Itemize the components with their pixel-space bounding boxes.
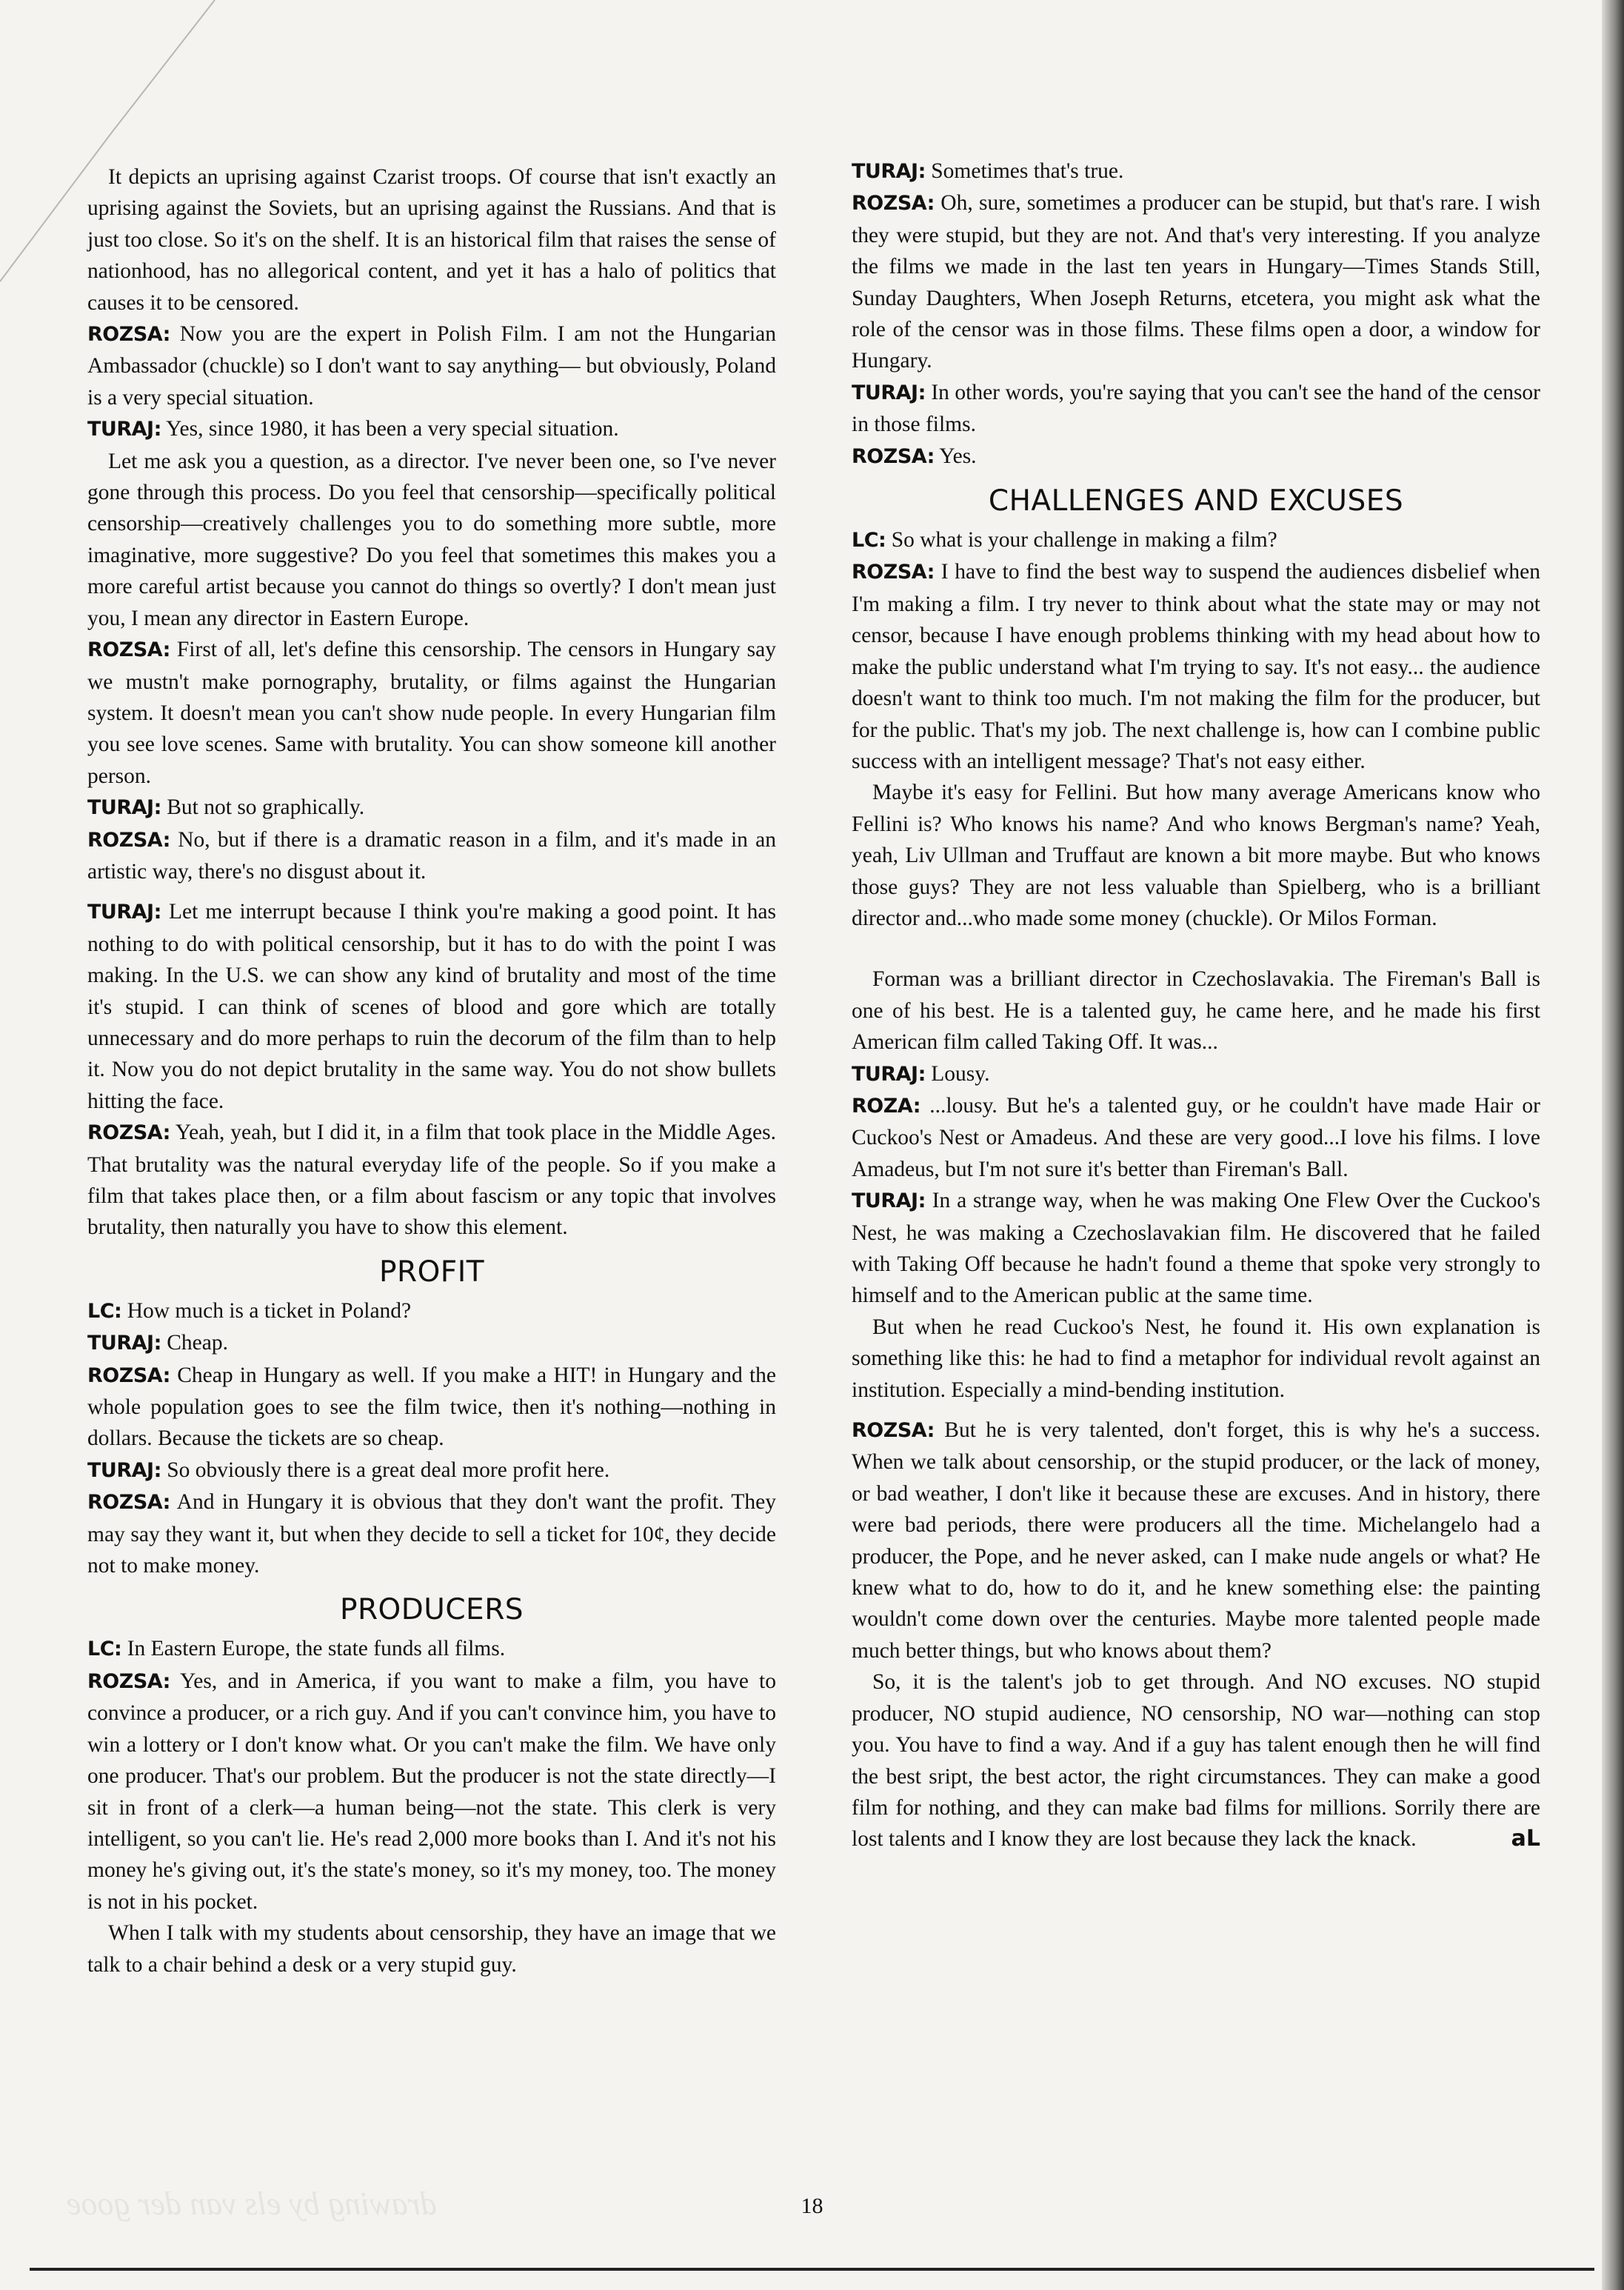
faded-caption: drawing by els van der gooe bbox=[67, 2186, 437, 2222]
paragraph: TURAJ: But not so graphically. bbox=[87, 795, 365, 820]
section-heading-profit: PROFIT bbox=[378, 1255, 485, 1289]
paragraph: Let me ask you a question, as a director. I've never been one, so I've never gone through this process. Do you feel that censorship—specifically political censorship—creatively challenges you to do something more subtle, more imaginative, more suggestive? Do you feel that sometimes this makes you a more careful artist because you cannot do things so overtly? I don't mean just you, I mean any director in Eastern Europe. bbox=[87, 449, 776, 630]
bottom-rule bbox=[30, 2268, 1594, 2271]
paragraph: LC: How much is a ticket in Poland? bbox=[87, 1298, 412, 1323]
paragraph: ROZSA: Cheap in Hungary as well. If you make a HIT! in Hungary and the whole population goes to see the film twice, then it's nothing—nothing in dollars. Because the tickets are so cheap. bbox=[87, 1363, 777, 1451]
paragraph: ROZSA: And in Hungary it is obvious that they don't want the profit. They may say they want it, but when they decide to sell a ticket for 10¢, they decide not to make money. bbox=[87, 1490, 776, 1578]
paragraph: TURAJ: Cheap. bbox=[87, 1331, 228, 1355]
paragraph: ROZSA: Oh, sure, sometimes a producer can be stupid, but that's rare. I wish they were stupid, but they are not. And that's very interesting. If you analyze the films we made in the last ten years in Hungary—Times Stands Still, Sunday Daughters, When Joseph Returns, etcetera, you might ask what the role of the censor was in those films. These films open a door, a window for Hungary. bbox=[852, 191, 1540, 373]
speaker-label: LC: bbox=[852, 529, 886, 553]
page-number: 18 bbox=[801, 2194, 823, 2218]
paragraph: TURAJ: So obviously there is a great deal more profit here. bbox=[87, 1458, 610, 1482]
section-heading-producers: PRODUCERS bbox=[339, 1593, 524, 1627]
paragraph: ROZSA: I have to find the best way to suspend the audiences disbelief when I'm making a film. I try never to think about what the state may or may not censor, because I have enough problems thinking with my head about how to make the public understand what I'm trying to say. It's not easy... the audience doesn't want to think too much. I'm not making the film for the producer, but for the public. That's my job. The next challenge is, how can I combine public success with an intelligent message? That's not easy either. bbox=[852, 560, 1541, 773]
speaker-label: ROZSA: bbox=[852, 561, 935, 584]
speaker-label: ROZSA: bbox=[87, 1121, 170, 1145]
paragraph: It depicts an uprising against Czarist troops. Of course that isn't exactly an uprising against the Soviets, but an uprising against the Russians. And that is just too close. So it's on the shelf. It is an historical film that raises the sense of nationhood, has no allegorical content, and yet it has a halo of politics that causes it to be censored. bbox=[87, 165, 776, 315]
speaker-label: LC: bbox=[87, 1299, 122, 1323]
speaker-label: TURAJ: bbox=[87, 418, 161, 441]
speaker-label: ROZA: bbox=[852, 1094, 921, 1118]
paragraph: Maybe it's easy for Fellini. But how many average Americans know who Fellini is? Who knows his name? And who knows Bergman's name? Yeah, yeah, Liv Ullman and Truffaut are known a bit more maybe. But who knows those guys? They are not less valuable than Spielberg, who is a brilliant director and...who made some money (chuckle). Or Milos Forman. bbox=[852, 781, 1540, 930]
speaker-label: ROZSA: bbox=[87, 1491, 170, 1515]
paragraph: LC: So what is your challenge in making a film? bbox=[852, 528, 1277, 553]
paragraph: ROZSA: First of all, let's define this censorship. The censors in Hungary say we mustn't make pornography, brutality, or films against the Hungarian system. It doesn't mean you can't show nude people. In every Hungarian film you see love scenes. Same with brutality. You can show someone kill another person. bbox=[87, 638, 776, 788]
speaker-label: TURAJ: bbox=[852, 381, 926, 404]
paragraph: Forman was a brilliant director in Czechoslavakia. The Fireman's Ball is one of his best. He is a talented guy, he came here, and he made his first American film called Taking Off. It was... bbox=[852, 967, 1540, 1055]
speaker-label: TURAJ: bbox=[852, 160, 926, 183]
paragraph: When I talk with my students about censorship, they have an image that we talk to a chair behind a desk or a very stupid guy. bbox=[87, 1921, 776, 1977]
paragraph: TURAJ: Let me interrupt because I think you're making a good point. It has nothing to do with political censorship, but it has to do with the point I was making. In the U.S. we can show any kind of brutality and most of the time it's stupid. I can think of scenes of blood and gore which are totally unnecessary and do more perhaps to ruin the decorum of the film than to help it. Now you do not depict brutality in the same way. You do not show bullets hitting the face. bbox=[87, 900, 777, 1113]
speaker-label: ROZSA: bbox=[852, 1419, 935, 1443]
section-heading-challenges: CHALLENGES AND EXCUSES bbox=[988, 484, 1404, 518]
speaker-label: TURAJ: bbox=[852, 1062, 926, 1086]
paragraph: ROZSA: No, but if there is a dramatic reason in a film, and it's made in an artistic way, there's no disgust about it. bbox=[87, 827, 776, 884]
speaker-label: ROZSA: bbox=[852, 444, 935, 468]
paragraph: But when he read Cuckoo's Nest, he found it. His own explanation is something like this: he had to find a metaphor for individual revolt against an institution. Especially a mind-bending institution. bbox=[852, 1315, 1540, 1402]
paragraph: ROZSA: Yes, and in America, if you want to make a film, you have to convince a producer, or a rich guy. And if you can't convince him, you have to win a lottery or I don't know what. Or you can't make the film. We have only one producer. That's our problem. But the producer is not the state directly—I sit in front of a clerk—a human being—not the state. This clerk is very intelligent, so you can't lie. He's read 2,000 more books than I. And it's not his money he's giving out, it's the state's money, so it's my money, too. The money is not in his pocket. bbox=[87, 1669, 777, 1914]
right-column bbox=[852, 156, 1540, 1855]
paragraph: ROZSA: Now you are the expert in Polish Film. I am not the Hungarian Ambassador (chuckle) so I don't want to say anything— but obviously, Poland is a very special situation. bbox=[87, 322, 776, 410]
speaker-label: TURAJ: bbox=[87, 1458, 161, 1482]
paragraph: TURAJ: In other words, you're saying that you can't see the hand of the censor in those films. bbox=[852, 380, 1541, 437]
paragraph: TURAJ: Sometimes that's true. bbox=[852, 159, 1124, 183]
paragraph: ROZSA: Yeah, yeah, but I did it, in a film that took place in the Middle Ages. That brutality was the natural everyday life of the people. So if you make a film that takes place then, or a film about fascism or any topic that involves brutality, then naturally you have to show this element. bbox=[87, 1121, 776, 1240]
speaker-label: TURAJ: bbox=[87, 901, 161, 924]
speaker-label: ROZSA: bbox=[87, 638, 170, 662]
paragraph: So, it is the talent's job to get through. And NO excuses. NO stupid producer, NO stupid audience, NO censorship, NO war—nothing can stop you. You have to find a way. And if a guy has talent enough then he will find the best sript, the best actor, the right circumstances. They can make a good film for nothing, and they can make bad films for millions. Sorrily there are lost talents and I know they are lost because they lack the knack. aL bbox=[852, 1666, 1540, 1855]
paragraph: TURAJ: Lousy. bbox=[852, 1061, 990, 1086]
paragraph: ROZSA: Yes. bbox=[852, 444, 977, 468]
speaker-label: TURAJ: bbox=[852, 1189, 926, 1213]
paragraph: TURAJ: Yes, since 1980, it has been a very special situation. bbox=[87, 417, 619, 441]
speaker-label: ROZSA: bbox=[87, 323, 170, 347]
left-column bbox=[87, 161, 776, 1980]
author-signoff: aL bbox=[1511, 1826, 1540, 1852]
paragraph: ROZA: ...lousy. But he's a talented guy, or he couldn't have made Hair or Cuckoo's Nest or Amadeus. And these are very good...I love his films. I love Amadeus, but I'm not sure it's better than Fireman's Ball. bbox=[852, 1093, 1540, 1181]
speaker-label: ROZSA: bbox=[852, 192, 935, 216]
speaker-label: ROZSA: bbox=[87, 828, 170, 852]
speaker-label: LC: bbox=[87, 1638, 122, 1661]
speaker-label: TURAJ: bbox=[87, 796, 161, 820]
paragraph: TURAJ: In a strange way, when he was making One Flew Over the Cuckoo's Nest, he was making a Czechoslavakian film. He discovered that he failed with Taking Off because he hadn't found a theme that spoke very strongly to himself and to the American public at the same time. bbox=[852, 1189, 1541, 1308]
paragraph: LC: In Eastern Europe, the state funds all films. bbox=[87, 1637, 506, 1661]
speaker-label: ROZSA: bbox=[87, 1669, 170, 1693]
page-edge-shadow bbox=[1602, 0, 1624, 2290]
paragraph: ROZSA: But he is very talented, don't forget, this is why he's a success. When we talk about censorship, or the stupid producer, or the lack of money, or bad weather, I don't like it because these are excuses. And in history, there were bad periods, there were producers all the time. Michelangelo had a producer, the Pope, and he never asked, can I make nude angels or what? He knew what to do, how to do it, and he knew something else: the painting wouldn't come down over the centuries. Maybe more talented people made much better things, but who knows about them? bbox=[852, 1418, 1540, 1663]
speaker-label: TURAJ: bbox=[87, 1332, 161, 1355]
speaker-label: ROZSA: bbox=[87, 1363, 170, 1387]
